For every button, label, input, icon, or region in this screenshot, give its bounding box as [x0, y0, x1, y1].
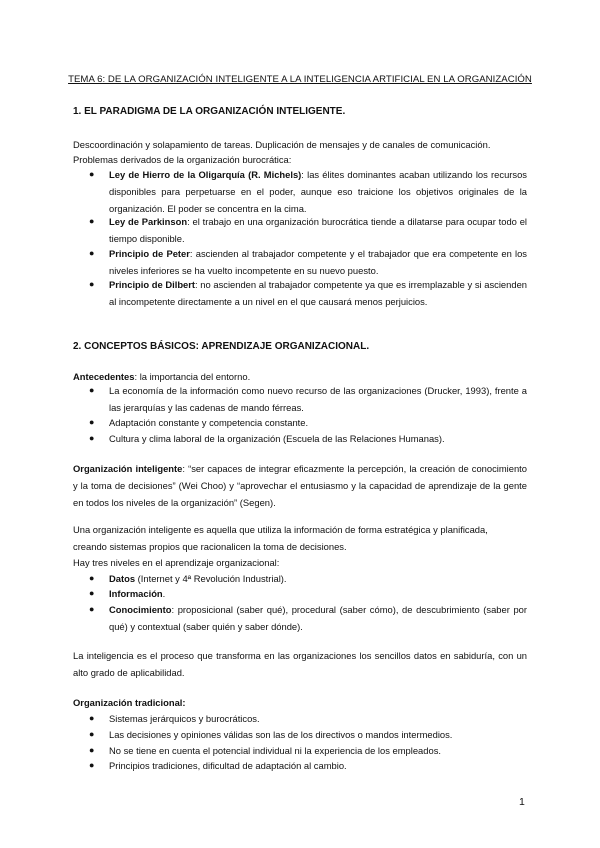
- list-item: [109, 166, 527, 217]
- list-item: Principios tradiciones, dificultad de adaptación al cambio.: [109, 760, 347, 771]
- section-2-heading: 2. CONCEPTOS BÁSICOS: APRENDIZAJE ORGANIZACIONAL.: [73, 341, 370, 352]
- list-item: No se tiene en cuenta el potencial individual ni la experiencia de los empleados.: [109, 745, 441, 756]
- list-item-text: : ascienden al trabajador competente y el trabajador que era competente en los niveles inferiores se ha vuelto incompetente en su nuevo puesto.: [109, 248, 527, 276]
- bullet-icon: ●: [89, 417, 95, 427]
- list-item: [109, 585, 527, 602]
- list-item-text: .: [162, 588, 166, 599]
- list-item: La economía de la información como nuevo recurso de las organizaciones (Drucker, 1993), frente a las jerarquías y las cadenas de mando férreas.: [109, 385, 527, 413]
- org-inteligente-term: Organización inteligente: [73, 463, 183, 474]
- list-item-term: Conocimiento: [109, 604, 172, 615]
- section-1-heading: 1. EL PARADIGMA DE LA ORGANIZACIÓN INTELIGENTE.: [73, 106, 346, 117]
- paragraph: [73, 460, 527, 511]
- list-item-text: : las élites dominantes acaban utilizando los recursos disponibles para perpetuarse en el poder, aunque eso traicione los objetivos originales de la organización. El poder se concentra en la cima.: [109, 169, 527, 214]
- bullet-icon: ●: [89, 573, 95, 583]
- paragraph: Una organización inteligente es aquella que utiliza la información de forma estratégica y planificada,: [73, 524, 488, 535]
- paragraph: Descoordinación y solapamiento de tareas. Duplicación de mensajes y de canales de comunicación.: [73, 139, 491, 150]
- bullet-icon: ●: [89, 279, 95, 289]
- list-item: Las decisiones y opiniones válidas son las de los directivos o mandos intermedios.: [109, 729, 453, 740]
- list-item-term: Ley de Hierro de la Oligarquía (R. Michels): [109, 169, 302, 180]
- list-item-text: : proposicional (saber qué), procedural (saber cómo), de descubrimiento (saber por qué) y contextual (saber quién y saber dónde).: [109, 604, 527, 632]
- org-inteligente-text: : “ser capaces de integrar eficazmente la percepción, la creación de conocimiento y la toma de decisiones” (Wei Choo) y “aprovechar el entusiasmo y la capacidad de aprendizaje de la gente en todos los niveles de la organización” (Segen).: [73, 463, 528, 508]
- paragraph: creando sistemas propios que racionalicen la toma de decisiones.: [73, 541, 347, 552]
- list-item: Adaptación constante y competencia constante.: [109, 417, 309, 428]
- bullet-icon: ●: [89, 385, 95, 395]
- list-item-term: Datos: [109, 573, 136, 584]
- bullet-icon: ●: [89, 604, 95, 614]
- bullet-icon: ●: [89, 713, 95, 723]
- bullet-icon: ●: [89, 433, 95, 443]
- paragraph: [73, 694, 527, 711]
- list-item-term: Ley de Parkinson: [109, 216, 188, 227]
- list-item-text: (Internet y 4ª Revolución Industrial).: [135, 573, 287, 584]
- bullet-icon: ●: [89, 745, 95, 755]
- bullet-icon: ●: [89, 216, 95, 226]
- list-item: Sistemas jerárquicos y burocráticos.: [109, 713, 260, 724]
- list-item-term: Principio de Peter: [109, 248, 190, 259]
- list-item: [109, 245, 527, 279]
- list-item: [109, 213, 527, 247]
- paragraph: Hay tres niveles en el aprendizaje organizacional:: [73, 557, 280, 568]
- list-item-text: : el trabajo en una organización burocrática tiende a dilatarse para ocupar todo el tiempo disponible.: [109, 216, 527, 244]
- paragraph: Problemas derivados de la organización burocrática:: [73, 154, 292, 165]
- antecedentes-term: Antecedentes: [73, 371, 135, 382]
- list-item: Cultura y clima laboral de la organización (Escuela de las Relaciones Humanas).: [109, 433, 445, 444]
- list-item-term: Información: [109, 588, 163, 599]
- bullet-icon: ●: [89, 760, 95, 770]
- list-item: [109, 276, 527, 310]
- list-item: [109, 601, 527, 635]
- bullet-icon: ●: [89, 169, 95, 179]
- list-item-term: Principio de Dilbert: [109, 279, 196, 290]
- bullet-icon: ●: [89, 588, 95, 598]
- bullet-icon: ●: [89, 248, 95, 258]
- list-item-text: : no ascienden al trabajador competente ya que es irremplazable y si ascienden al incompetente directamente a un nivel en el que causará menos perjuicios.: [109, 279, 528, 307]
- paragraph: La inteligencia es el proceso que transforma en las organizaciones los sencillos datos en sabiduría, con un alto grado de aplicabilidad.: [73, 650, 527, 678]
- bullet-icon: ●: [89, 729, 95, 739]
- page-number: 1: [519, 796, 525, 808]
- document-title: TEMA 6: DE LA ORGANIZACIÓN INTELIGENTE A LA INTELIGENCIA ARTIFICIAL EN LA ORGANIZACIÓN: [68, 74, 532, 85]
- antecedentes-text: : la importancia del entorno.: [134, 371, 251, 382]
- trad-heading: Organización tradicional:: [73, 697, 186, 708]
